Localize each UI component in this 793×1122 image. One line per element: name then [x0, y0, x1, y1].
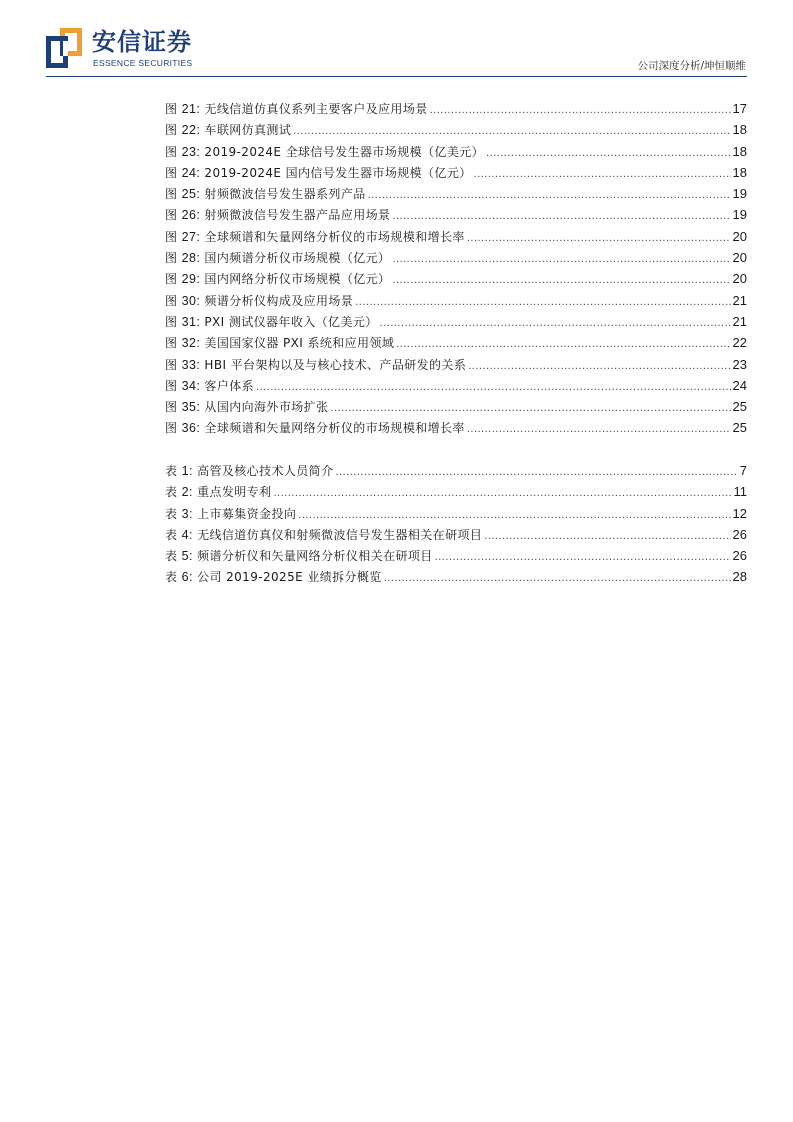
entry-title: 美国国家仪器 PXI 系统和应用领域 [204, 336, 395, 351]
figure-index-entry[interactable] [165, 354, 747, 375]
entry-title: 从国内向海外市场扩张 [204, 400, 329, 415]
entry-title: HBI 平台架构以及与核心技术、产品研发的关系 [204, 357, 467, 372]
figure-index-entry[interactable] [165, 183, 747, 204]
entry-label [165, 482, 271, 503]
entry-page-number: 25 [732, 399, 747, 415]
entry-number: 4: [181, 527, 193, 542]
entry-page-number: 20 [732, 228, 747, 244]
entry-number: 36: [181, 421, 201, 436]
entry-title: 2019-2024E 国内信号发生器市场规模（亿元） [204, 165, 472, 180]
entry-label [165, 227, 465, 248]
entry-label [165, 163, 472, 184]
entry-number: 28: [181, 251, 201, 266]
entry-title: 公司 2019-2025E 业绩拆分概览 [197, 570, 382, 585]
dot-leader [298, 505, 730, 526]
figure-index-entry[interactable] [165, 311, 747, 332]
table-index-entry[interactable] [165, 545, 747, 566]
entry-prefix: 图 [165, 272, 178, 287]
dot-leader [392, 206, 730, 227]
entry-page-number: 19 [732, 186, 747, 202]
entry-prefix: 图 [165, 293, 178, 308]
entry-prefix: 表 [165, 527, 178, 542]
entry-number: 22: [181, 123, 201, 138]
entry-title: 频谱分析仪和矢量网络分析仪相关在研项目 [197, 549, 433, 564]
table-index-entry[interactable] [165, 460, 747, 481]
entry-title: 高管及核心技术人员简介 [197, 464, 334, 478]
entry-prefix: 表 [165, 485, 178, 500]
entry-page-number: 28 [732, 569, 747, 585]
entry-prefix: 图 [165, 165, 178, 180]
entry-prefix: 图 [165, 314, 178, 329]
entry-label [165, 120, 291, 141]
dot-leader [384, 568, 731, 589]
figure-index-entry[interactable] [165, 268, 747, 289]
entry-title: 射频微波信号发生器产品应用场景 [204, 208, 391, 223]
dot-leader [392, 270, 730, 291]
entry-prefix: 表 [165, 464, 178, 478]
dot-leader [468, 356, 730, 377]
entry-prefix: 表 [165, 506, 178, 521]
dot-leader [467, 419, 731, 440]
entry-number: 25: [181, 187, 201, 202]
essence-logo-icon [46, 28, 82, 68]
figure-index-entry[interactable] [165, 247, 747, 268]
entry-prefix: 图 [165, 400, 178, 415]
dot-leader [467, 228, 731, 249]
entry-number: 3: [181, 506, 193, 521]
dot-leader [330, 398, 730, 419]
entry-title: 国内网络分析仪市场规模（亿元） [204, 272, 391, 287]
entry-page-number: 25 [732, 420, 747, 436]
dot-leader [435, 547, 731, 568]
entry-number: 31: [181, 314, 201, 329]
entry-page-number: 18 [732, 122, 747, 138]
entry-page-number: 7 [739, 463, 747, 478]
entry-label [165, 546, 433, 567]
figure-index-entry[interactable] [165, 226, 747, 247]
dot-leader [474, 164, 731, 185]
entry-label [165, 397, 328, 418]
page-header [0, 0, 793, 80]
dot-leader [273, 483, 731, 504]
entry-title: 2019-2024E 全球信号发生器市场规模（亿美元） [204, 144, 485, 159]
entry-number: 21: [181, 102, 201, 116]
entry-label [165, 567, 382, 588]
entry-label [165, 248, 390, 269]
brand-name-en: ESSENCE SECURITIES [93, 58, 193, 68]
entry-number: 29: [181, 272, 201, 287]
entry-page-number: 21 [732, 313, 747, 329]
table-index-list [165, 460, 747, 588]
entry-prefix: 图 [165, 102, 178, 116]
entry-label [165, 418, 465, 439]
entry-label [165, 269, 390, 290]
entry-page-number: 17 [732, 101, 747, 116]
entry-prefix: 图 [165, 357, 178, 372]
entry-label [165, 291, 353, 312]
entry-title: 无线信道仿真仪系列主要客户及应用场景 [204, 102, 428, 116]
dot-leader [355, 292, 730, 313]
dot-leader [486, 143, 731, 164]
entry-label [165, 376, 254, 397]
dot-leader [380, 313, 731, 334]
entry-title: 上市募集资金投向 [197, 506, 297, 521]
entry-number: 30: [181, 293, 201, 308]
figure-index-entry[interactable] [165, 290, 747, 311]
entry-page-number: 23 [732, 356, 747, 372]
dot-leader [484, 526, 730, 547]
entry-number: 27: [181, 229, 201, 244]
header-divider [46, 76, 747, 77]
entry-label [165, 142, 484, 163]
report-category: 公司深度分析/坤恒顺维 [637, 60, 746, 72]
entry-page-number: 20 [732, 250, 747, 266]
entry-number: 23: [181, 144, 201, 159]
entry-page-number: 11 [733, 484, 747, 500]
entry-number: 1: [181, 464, 193, 478]
entry-title: 国内频谱分析仪市场规模（亿元） [204, 251, 391, 266]
entry-number: 24: [181, 165, 201, 180]
entry-number: 34: [181, 378, 201, 393]
entry-prefix: 表 [165, 549, 178, 564]
table-index-entry[interactable] [165, 503, 747, 524]
entry-page-number: 26 [732, 526, 747, 542]
figure-index-entry[interactable] [165, 119, 747, 140]
entry-title: 射频微波信号发生器系列产品 [204, 187, 366, 202]
entry-number: 26: [181, 208, 201, 223]
dot-leader [396, 334, 730, 355]
entry-prefix: 图 [165, 421, 178, 436]
figure-index-entry[interactable] [165, 396, 747, 417]
entry-label [165, 205, 390, 226]
entry-page-number: 12 [732, 505, 747, 521]
entry-title: 客户体系 [204, 378, 255, 393]
table-index-entry[interactable] [165, 524, 747, 545]
figure-index-entry[interactable] [165, 162, 747, 183]
entry-title: 无线信道仿真仪和射频微波信号发生器相关在研项目 [197, 527, 483, 542]
entry-number: 6: [181, 570, 193, 585]
figure-index-entry[interactable] [165, 417, 747, 438]
entry-number: 33: [181, 357, 201, 372]
entry-prefix: 图 [165, 208, 178, 223]
entry-title: PXI 测试仪器年收入（亿美元） [204, 314, 378, 329]
entry-label [165, 312, 378, 333]
entry-page-number: 20 [732, 271, 747, 287]
entry-prefix: 图 [165, 336, 178, 351]
entry-label [165, 504, 296, 525]
figure-index-entry[interactable] [165, 204, 747, 225]
entry-prefix: 表 [165, 570, 178, 585]
entry-prefix: 图 [165, 187, 178, 202]
entry-number: 2: [181, 485, 193, 500]
entry-prefix: 图 [165, 229, 178, 244]
figure-index-entry[interactable] [165, 375, 747, 396]
entry-prefix: 图 [165, 251, 178, 266]
entry-label [165, 461, 333, 482]
table-index-entry[interactable] [165, 481, 747, 502]
entry-title: 频谱分析仪构成及应用场景 [204, 293, 354, 308]
dot-leader [430, 100, 731, 121]
figure-index-entry[interactable] [165, 141, 747, 162]
entry-page-number: 18 [732, 143, 747, 159]
entry-prefix: 图 [165, 123, 178, 138]
dot-leader [256, 377, 731, 398]
figure-index-list [165, 98, 747, 439]
entry-title: 全球频谱和矢量网络分析仪的市场规模和增长率 [204, 229, 465, 244]
entry-prefix: 图 [165, 144, 178, 159]
figure-index-entry[interactable] [165, 332, 747, 353]
entry-prefix: 图 [165, 378, 178, 393]
entry-page-number: 18 [732, 164, 747, 180]
brand-name-cn: 安信证券 [92, 28, 192, 56]
entry-page-number: 26 [732, 548, 747, 564]
entry-title: 重点发明专利 [197, 485, 272, 500]
dot-leader [368, 185, 731, 206]
entry-title: 车联网仿真测试 [204, 123, 292, 138]
entry-label [165, 184, 366, 205]
entry-label [165, 525, 482, 546]
dot-leader [293, 121, 730, 142]
entry-number: 35: [181, 400, 201, 415]
entry-page-number: 21 [732, 292, 747, 308]
entry-title: 全球频谱和矢量网络分析仪的市场规模和增长率 [204, 421, 465, 436]
dot-leader [392, 249, 730, 270]
figure-index-entry[interactable] [165, 98, 747, 119]
entry-label [165, 355, 466, 376]
entry-page-number: 22 [732, 335, 747, 351]
entry-label [165, 333, 394, 354]
entry-page-number: 24 [732, 377, 747, 393]
dot-leader [335, 462, 737, 483]
entry-number: 5: [181, 549, 193, 564]
entry-number: 32: [181, 336, 201, 351]
entry-page-number: 19 [732, 207, 747, 223]
entry-label [165, 99, 428, 120]
table-index-entry[interactable] [165, 566, 747, 587]
